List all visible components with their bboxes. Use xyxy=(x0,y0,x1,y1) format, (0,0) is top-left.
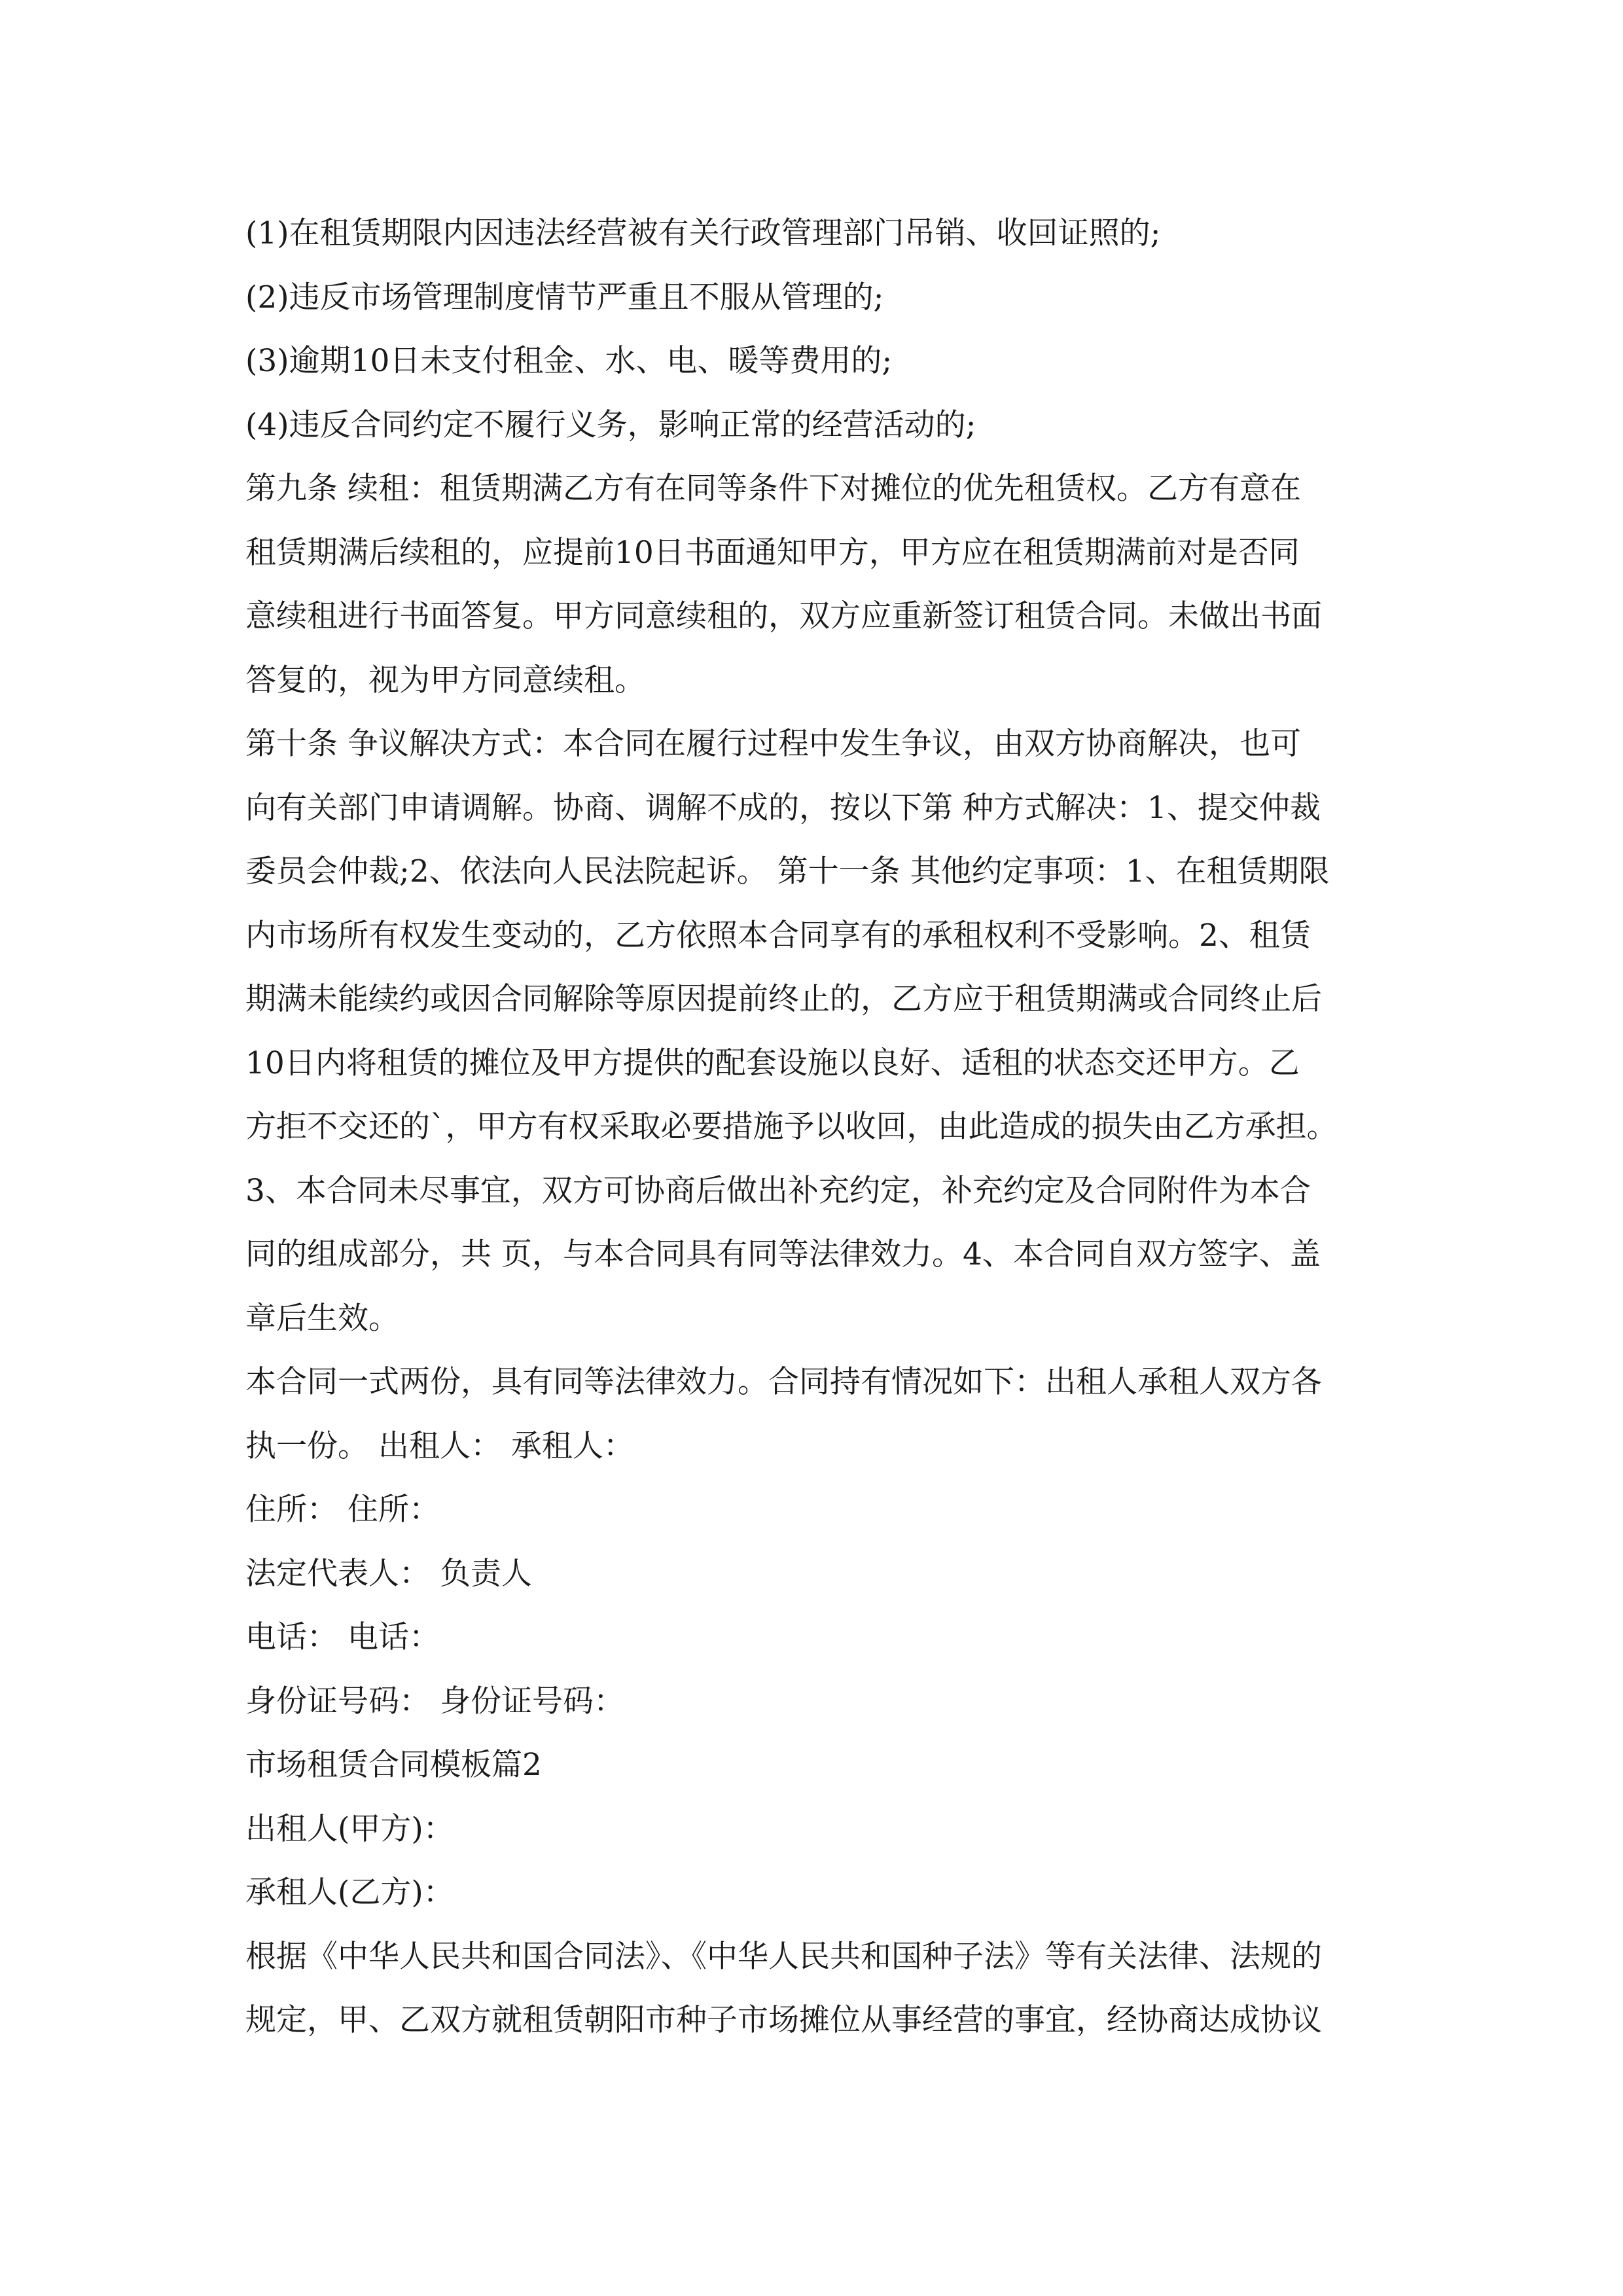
article-11-line: 章后生效。 xyxy=(245,1300,399,1336)
lessor-line: 出租人(甲方)： xyxy=(245,1810,454,1847)
document-body xyxy=(245,202,1384,2053)
preamble-line: 规定，甲、乙双方就租赁朝阳市种子市场摊位从事经营的事宜，经协商达成协议 xyxy=(245,2002,1322,2038)
article-10-line: 第十条 争议解决方式：本合同在履行过程中发生争议，由双方协商解决，也可 xyxy=(245,726,1301,762)
section-title: 市场租赁合同模板篇2 xyxy=(245,1747,542,1783)
phone-line: 电话： 电话： xyxy=(245,1619,440,1655)
representative-line: 法定代表人： 负责人 xyxy=(245,1555,532,1592)
lessee-line: 承租人(乙方)： xyxy=(245,1874,454,1910)
article-10-line: 委员会仲裁;2、依法向人民法院起诉。 第十一条 其他约定事项：1、在租赁期限 xyxy=(245,853,1330,889)
signature-line: 执一份。 出租人： 承租人： xyxy=(245,1427,634,1464)
article-9-line: 答复的，视为甲方同意续租。 xyxy=(245,662,645,698)
article-11-line: 10日内将租赁的摊位及甲方提供的配套设施以良好、适租的状态交还甲方。乙 xyxy=(245,1045,1300,1081)
address-line: 住所： 住所： xyxy=(245,1492,440,1528)
clause-line: (3)逾期10日未支付租金、水、电、暖等费用的; xyxy=(245,343,893,379)
article-11-line: 3、本合同未尽事宜，双方可协商后做出补充约定，补充约定及合同附件为本合 xyxy=(245,1172,1311,1209)
article-11-line: 期满未能续约或因合同解除等原因提前终止的，乙方应于租赁期满或合同终止后 xyxy=(245,981,1322,1017)
clause-line: (4)违反合同约定不履行义务，影响正常的经营活动的; xyxy=(245,406,976,443)
article-9-line: 第九条 续租：租赁期满乙方有在同等条件下对摊位的优先租赁权。乙方有意在 xyxy=(245,471,1301,507)
article-9-line: 意续租进行书面答复。甲方同意续租的，双方应重新签订租赁合同。未做出书面 xyxy=(245,598,1322,634)
article-10-line: 向有关部门申请调解。协商、调解不成的，按以下第 种方式解决：1、提交仲裁 xyxy=(245,789,1321,826)
article-11-line: 方拒不交还的`，甲方有权采取必要措施予以收回，由此造成的损失由乙方承担。 xyxy=(245,1109,1338,1145)
copies-line: 本合同一式两份，具有同等法律效力。合同持有情况如下：出租人承租人双方各 xyxy=(245,1364,1322,1400)
preamble-line: 根据《中华人民共和国合同法》、《中华人民共和国种子法》等有关法律、法规的 xyxy=(245,1938,1322,1975)
article-11-line: 内市场所有权发生变动的，乙方依照本合同享有的承租权利不受影响。2、租赁 xyxy=(245,917,1311,954)
clause-line: (1)在租赁期限内因违法经营被有关行政管理部门吊销、收回证照的; xyxy=(245,215,1161,251)
article-9-line: 租赁期满后续租的，应提前10日书面通知甲方，甲方应在租赁期满前对是否同 xyxy=(245,534,1300,571)
id-number-line: 身份证号码： 身份证号码： xyxy=(245,1683,624,1719)
article-11-line: 同的组成部分，共 页，与本合同具有同等法律效力。4、本合同自双方签字、盖 xyxy=(245,1236,1321,1272)
clause-line: (2)违反市场管理制度情节严重且不服从管理的; xyxy=(245,279,884,315)
